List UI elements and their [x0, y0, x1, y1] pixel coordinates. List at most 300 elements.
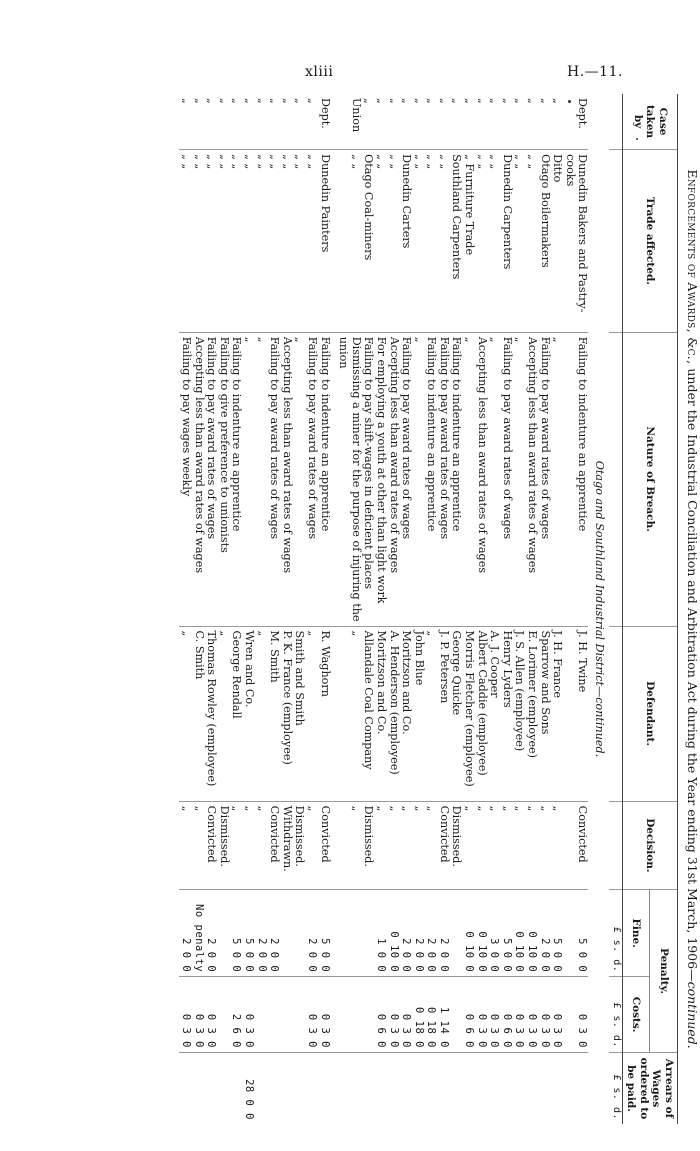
cell-fine: 2 0 0	[400, 890, 413, 977]
cell-case-taken-by: „	[180, 98, 194, 104]
cell-defendant: „	[217, 626, 230, 801]
table-row	[337, 94, 350, 1124]
cell-defendant: Wren and Co.	[242, 626, 255, 801]
cell-decision: Withdrawn.	[280, 801, 293, 889]
cell-arrears	[500, 1052, 513, 1124]
cell-costs	[255, 977, 268, 1053]
table-row	[563, 94, 576, 1124]
cell-decision: „	[500, 801, 513, 889]
cell-fine: 0 10 0	[525, 890, 538, 977]
cell-costs	[293, 977, 306, 1053]
cell-costs: 0 18 0	[425, 977, 438, 1053]
cell-nature-of-breach: Accepting less than award rates of wages	[280, 332, 293, 626]
page-number: xliii	[305, 64, 334, 80]
cell-arrears	[230, 1052, 243, 1124]
cell-case-taken-by: „	[255, 98, 269, 104]
cell-trade-affected: „ „	[513, 150, 526, 333]
cell-costs: 0 6 0	[463, 977, 476, 1053]
cell-fine: 2 0 0	[255, 890, 268, 977]
cell-decision: „	[538, 801, 551, 889]
table-row	[217, 94, 230, 1124]
cell-decision: „	[551, 801, 564, 889]
cell-arrears	[280, 1052, 293, 1124]
cell-fine: 5 0 0	[242, 890, 255, 977]
cell-trade-affected: „ „	[488, 150, 501, 333]
cell-costs: 0 3 0	[205, 977, 218, 1053]
cell-decision: „	[255, 801, 268, 889]
cell-case-taken-by: „	[217, 98, 231, 104]
cell-trade-affected: „ „	[387, 150, 400, 333]
table-body	[179, 94, 622, 1124]
cell-decision: „	[305, 801, 318, 889]
cell-fine: 2 0 0	[538, 890, 551, 977]
cell-decision: Dismissed.	[450, 801, 463, 889]
cell-fine: 2 0 0	[205, 890, 218, 977]
cell-case-taken-by: „	[192, 98, 206, 104]
cell-decision: „	[513, 801, 526, 889]
cell-nature-of-breach: Failing to pay wages weekly	[179, 332, 192, 626]
cell-case-taken-by: „	[268, 98, 282, 104]
cell-defendant	[337, 626, 350, 801]
cell-defendant: „	[255, 626, 268, 801]
cell-trade-affected	[337, 150, 350, 333]
table-row	[255, 94, 268, 1124]
cell-trade-affected: „ Furniture Trade	[463, 150, 476, 333]
cell-arrears	[217, 1052, 230, 1124]
cell-case-taken-by: „	[551, 98, 565, 104]
cell-trade-affected: „ „	[425, 150, 438, 333]
cell-case-taken-by	[563, 94, 576, 150]
cell-nature-of-breach: Failing to indenture an apprentice	[230, 332, 243, 626]
table-row	[551, 94, 564, 1124]
cell-defendant: Albert Caddie (employee)	[475, 626, 488, 801]
cell-nature-of-breach: „	[551, 332, 564, 626]
table-row	[425, 94, 438, 1124]
cell-case-taken-by: „	[230, 98, 244, 104]
cell-arrears	[437, 1052, 450, 1124]
cell-fine	[337, 890, 350, 977]
district-heading	[588, 94, 609, 1124]
cell-costs	[268, 977, 281, 1053]
cell-costs	[563, 977, 576, 1053]
arrears-units: £ s. d.	[609, 1052, 622, 1124]
table-row	[488, 94, 501, 1124]
cell-nature-of-breach: „	[513, 332, 526, 626]
cell-fine: 0 10 0	[475, 890, 488, 977]
cell-arrears	[551, 1052, 564, 1124]
cell-case-taken-by: Dept.	[318, 98, 332, 129]
cell-decision: Convicted	[205, 801, 218, 889]
cell-costs: 0 3 0	[488, 977, 501, 1053]
cell-trade-affected: „ „	[349, 150, 362, 333]
cell-defendant	[563, 626, 576, 801]
cell-fine: 5 0 0	[318, 890, 331, 977]
table-row	[412, 94, 425, 1124]
cell-trade-affected: „ „	[205, 150, 218, 333]
cell-defendant: J. H. Twine	[576, 626, 589, 801]
cell-nature-of-breach: „	[293, 332, 306, 626]
title-rest: under the Industrial Conciliation and Arbitration Act during the Year ending 31st March, 1906—	[685, 368, 700, 982]
cell-costs: 2 6 0	[230, 977, 243, 1053]
cell-defendant: George Rendall	[230, 626, 243, 801]
cell-trade-affected: „ „	[179, 150, 192, 333]
cell-nature-of-breach: Accepting less than award rates of wages	[192, 332, 205, 626]
cell-fine: 2 0 0	[305, 890, 318, 977]
cell-case-taken-by: „	[243, 98, 256, 104]
cell-costs: 0 3 0	[179, 977, 192, 1053]
cell-decision: „	[192, 801, 205, 889]
cell-trade-affected: cooks	[563, 150, 576, 333]
cell-trade-affected: „ „	[525, 150, 538, 333]
table-row	[268, 94, 281, 1124]
cell-fine	[362, 890, 375, 977]
cell-nature-of-breach: „	[242, 332, 255, 626]
cell-costs: 0 3 0	[525, 977, 538, 1053]
cell-arrears	[387, 1052, 400, 1124]
cell-decision: „	[412, 801, 425, 889]
cell-costs: 0 3 0	[538, 977, 551, 1053]
cell-defendant: A. Henderson (employee)	[387, 626, 400, 801]
cell-fine: 2 0 0	[425, 890, 438, 977]
cell-arrears	[318, 1052, 331, 1124]
cell-case-taken-by: „	[488, 98, 502, 104]
cell-costs: 0 3 0	[318, 977, 331, 1053]
table-row	[205, 94, 218, 1124]
cell-costs: 0 3 0	[192, 977, 205, 1053]
cell-fine: 3 0 0	[488, 890, 501, 977]
cell-trade-affected: Otago Coal-miners	[362, 150, 375, 333]
cell-arrears	[576, 1052, 589, 1124]
cell-case-taken-by: „	[412, 98, 426, 104]
cell-trade-affected: „ „	[217, 150, 230, 333]
cell-arrears	[192, 1052, 205, 1124]
cell-costs	[349, 977, 362, 1053]
cell-decision: Convicted	[318, 801, 331, 889]
cell-fine: 5 0 0	[500, 890, 513, 977]
cell-fine: 2 0 0	[179, 890, 192, 977]
cell-arrears	[268, 1052, 281, 1124]
cell-defendant: J. P. Petersen	[437, 626, 450, 801]
cell-decision: „	[230, 801, 243, 889]
cell-defendant: Morris Fletcher (employee)	[463, 626, 476, 801]
table-row	[513, 94, 526, 1124]
table-row	[349, 94, 362, 1124]
cell-defendant: R. Waghorn	[318, 626, 331, 801]
cell-defendant: Sparrow and Sons	[538, 626, 551, 801]
table-row	[280, 94, 293, 1124]
title-continued: continued.	[685, 981, 700, 1049]
col-costs: Costs.	[622, 977, 650, 1053]
cell-fine	[349, 890, 362, 977]
cell-costs: 0 3 0	[513, 977, 526, 1053]
cell-nature-of-breach: Failing to pay award rates of wages	[268, 332, 281, 626]
table-row	[400, 94, 413, 1124]
rotated-table-page	[82, 94, 700, 1124]
cell-nature-of-breach: Failing to pay award rates of wages	[538, 332, 551, 626]
cell-arrears	[362, 1052, 375, 1124]
cell-case-taken-by: „	[526, 98, 540, 104]
cell-nature-of-breach: Failing to give preference to unionists	[217, 332, 230, 626]
cell-decision: „	[525, 801, 538, 889]
cell-trade-affected: Otago Boilermakers	[538, 150, 551, 333]
cell-decision	[563, 801, 576, 889]
cell-trade-affected: „ „	[230, 150, 243, 333]
cell-trade-affected: Dunedin Carters	[400, 150, 413, 333]
cell-case-taken-by: „	[450, 98, 464, 104]
cell-fine	[293, 890, 306, 977]
district-name: Otago and Southland Industrial District	[593, 460, 607, 687]
table-row	[500, 94, 513, 1124]
cell-trade-affected: „ „	[268, 150, 281, 333]
table-row	[463, 94, 476, 1124]
cell-costs: 1 14 0	[437, 977, 450, 1053]
cell-decision: „	[242, 801, 255, 889]
cell-trade-affected: „ „	[280, 150, 293, 333]
cell-defendant: C. Smith	[192, 626, 205, 801]
cell-arrears	[450, 1052, 463, 1124]
cell-defendant: M. Smith	[268, 626, 281, 801]
cell-arrears	[488, 1052, 501, 1124]
cell-costs: 0 3 0	[475, 977, 488, 1053]
table-title	[685, 94, 700, 1124]
cell-costs: 0 3 0	[242, 977, 255, 1053]
cell-case-taken-by: „	[475, 98, 489, 104]
cell-defendant: Moritzson and Co.	[400, 626, 413, 801]
cell-trade-affected: Dunedin Bakers and Pastry-	[576, 150, 589, 333]
cell-arrears	[513, 1052, 526, 1124]
cell-arrears	[563, 1052, 576, 1124]
cell-case-taken-by: „	[538, 98, 552, 104]
cell-defendant: E. Lorimer (employee)	[525, 626, 538, 801]
cell-arrears	[374, 1052, 387, 1124]
cell-decision: „	[179, 801, 192, 889]
cell-trade-affected: „ „	[242, 150, 255, 333]
table-row	[179, 94, 192, 1124]
table-row	[305, 94, 318, 1124]
cell-nature-of-breach: Failing to pay award rates of wages	[305, 332, 318, 626]
cell-decision: „	[387, 801, 400, 889]
cell-fine: 0 10 0	[387, 890, 400, 977]
cell-case-taken-by: „	[513, 98, 527, 104]
cell-trade-affected: „ „	[293, 150, 306, 333]
cell-costs: 0 18 0	[412, 977, 425, 1053]
cell-decision: Convicted	[576, 801, 589, 889]
cell-case-taken-by: „	[305, 98, 319, 104]
table-row	[374, 94, 387, 1124]
district-suffix: —continued.	[593, 686, 607, 758]
cell-decision: „	[463, 801, 476, 889]
cell-case-taken-by: „	[425, 98, 439, 104]
cell-fine: 0 10 0	[513, 890, 526, 977]
cell-arrears	[337, 1052, 350, 1124]
cell-nature-of-breach: Accepting less than award rates of wages	[387, 332, 400, 626]
cell-arrears	[538, 1052, 551, 1124]
col-defendant: Defendant.	[622, 626, 677, 801]
cell-nature-of-breach: „	[488, 332, 501, 626]
cell-nature-of-breach: Failing to indenture an apprentice	[450, 332, 463, 626]
cell-defendant: J. H. France	[551, 626, 564, 801]
cell-nature-of-breach: Failing to pay award rates of wages	[437, 332, 450, 626]
fine-units: £ s. d.	[609, 890, 622, 977]
col-decision: Decision.	[622, 801, 677, 889]
cell-arrears: 28 0 0	[242, 1052, 255, 1124]
col-fine: Fine.	[622, 890, 650, 977]
cell-fine: 2 0 0	[412, 890, 425, 977]
col-arrears: Arrears of Wages ordered to be paid.	[622, 1052, 677, 1124]
cell-trade-affected: Dunedin Painters	[318, 150, 331, 333]
cell-costs	[280, 977, 293, 1053]
cell-costs	[337, 977, 350, 1053]
cell-nature-of-breach: union	[337, 332, 350, 626]
cell-arrears	[425, 1052, 438, 1124]
cell-arrears	[475, 1052, 488, 1124]
units-row	[609, 94, 622, 1124]
cell-decision: „	[425, 801, 438, 889]
cell-fine: 2 0 0	[437, 890, 450, 977]
cell-fine	[450, 890, 463, 977]
cell-arrears	[525, 1052, 538, 1124]
cell-fine	[563, 890, 576, 977]
cell-defendant: J. S. Allen (employee)	[513, 626, 526, 801]
cell-decision	[337, 801, 350, 889]
cell-decision: „	[349, 801, 362, 889]
cell-arrears	[205, 1052, 218, 1124]
cell-decision: Dismissed.	[217, 801, 230, 889]
cell-decision: „	[488, 801, 501, 889]
cell-nature-of-breach: Failing to pay award rates of wages	[500, 332, 513, 626]
document-code: H.—11.	[567, 64, 623, 80]
cell-trade-affected: „ „	[412, 150, 425, 333]
table-row	[538, 94, 551, 1124]
cell-case-taken-by: Dept.	[576, 98, 590, 129]
title-small-caps: Enforcements of Awards, &c.,	[685, 169, 700, 365]
cell-nature-of-breach: Failing to pay shift-wages in deficient places	[362, 332, 375, 626]
cell-defendant: P. K. France (employee)	[280, 626, 293, 801]
cell-decision: Dismissed.	[362, 801, 375, 889]
cell-decision: „	[374, 801, 387, 889]
cell-nature-of-breach: „	[463, 332, 476, 626]
table-row	[192, 94, 205, 1124]
cell-costs: 0 3 0	[305, 977, 318, 1053]
cell-defendant: „	[179, 626, 192, 801]
cell-case-taken-by: „	[400, 98, 414, 104]
table-row	[293, 94, 306, 1124]
cell-defendant: „	[425, 626, 438, 801]
cell-costs: 0 3 0	[551, 977, 564, 1053]
table-row	[475, 94, 488, 1124]
cell-trade-affected: „ „	[255, 150, 268, 333]
table-row	[437, 94, 450, 1124]
cell-case-taken-by	[337, 94, 350, 150]
cell-defendant: A. J. Cooper	[488, 626, 501, 801]
cell-trade-affected: Dunedin Carpenters	[500, 150, 513, 333]
cell-nature-of-breach: „	[255, 332, 268, 626]
cell-costs: 0 3 0	[576, 977, 589, 1053]
cell-nature-of-breach: For employing a youth at other than light work	[374, 332, 387, 626]
col-penalty: Penalty.	[650, 890, 678, 1053]
cell-arrears	[463, 1052, 476, 1124]
table-row	[576, 94, 589, 1124]
cell-defendant: John Blue	[412, 626, 425, 801]
cell-costs: 0 6 0	[500, 977, 513, 1053]
cell-arrears	[255, 1052, 268, 1124]
cell-nature-of-breach: Failing to pay award rates of wages	[205, 332, 218, 626]
cell-nature-of-breach: Accepting less than award rates of wages	[475, 332, 488, 626]
cell-trade-affected: „ „	[475, 150, 488, 333]
cell-case-taken-by: „	[437, 98, 451, 104]
cell-arrears	[293, 1052, 306, 1124]
cell-nature-of-breach: „	[412, 332, 425, 626]
cell-case-taken-by: Union	[349, 98, 363, 133]
cell-fine: No penalty	[192, 890, 205, 977]
cell-decision: Convicted	[437, 801, 450, 889]
cell-fine: 2 0 0	[268, 890, 281, 977]
cell-fine: 1 0 0	[374, 890, 387, 977]
cell-arrears	[349, 1052, 362, 1124]
cell-trade-affected: „ „	[437, 150, 450, 333]
cell-trade-affected: Ditto	[551, 150, 564, 333]
cell-defendant: George Quicke	[450, 626, 463, 801]
col-trade-affected: Trade affected.	[622, 150, 677, 333]
cell-trade-affected: „ „	[374, 150, 387, 333]
cell-costs	[362, 977, 375, 1053]
cell-nature-of-breach	[563, 332, 576, 626]
cell-decision: Dismissed.	[293, 801, 306, 889]
cell-fine	[217, 890, 230, 977]
cell-arrears	[305, 1052, 318, 1124]
table-row	[242, 94, 255, 1124]
cell-defendant: Henry Lyders	[500, 626, 513, 801]
cell-trade-affected: „ „	[192, 150, 205, 333]
cell-nature-of-breach: Dismissing a miner for the purpose of injuring the	[349, 332, 362, 626]
cell-nature-of-breach: Accepting less than award rates of wages	[525, 332, 538, 626]
cell-arrears	[179, 1052, 192, 1124]
cell-defendant: Thomas Rowley (employee)	[205, 626, 218, 801]
cell-defendant: Smith and Smith	[293, 626, 306, 801]
cell-decision: „	[400, 801, 413, 889]
cell-decision: „	[475, 801, 488, 889]
cell-fine: 5 0 0	[551, 890, 564, 977]
cell-case-taken-by: „	[205, 98, 219, 104]
cell-case-taken-by: „	[362, 98, 376, 104]
cell-fine: 0 10 0	[463, 890, 476, 977]
cell-nature-of-breach: Failing to indenture an apprentice	[425, 332, 438, 626]
cell-case-taken-by: „	[387, 98, 401, 104]
cell-case-taken-by: „	[280, 98, 294, 104]
cell-costs: 0 6 0	[374, 977, 387, 1053]
cell-fine: 5 0 0	[230, 890, 243, 977]
cell-case-taken-by: „	[500, 98, 514, 104]
cell-defendant: „	[305, 626, 318, 801]
table-row	[230, 94, 243, 1124]
col-case-taken-by: Case taken by	[622, 94, 677, 150]
cell-fine: 5 0 0	[576, 890, 589, 977]
cell-nature-of-breach: Failing to pay award rates of wages	[400, 332, 413, 626]
cell-trade-affected: Southland Carpenters	[450, 150, 463, 333]
cell-defendant: Allandale Coal Company	[362, 626, 375, 801]
cell-case-taken-by: „	[293, 98, 307, 104]
cell-case-taken-by: „	[374, 98, 388, 104]
table-row	[387, 94, 400, 1124]
col-nature-of-breach: Nature of Breach.	[622, 332, 677, 626]
cell-arrears	[412, 1052, 425, 1124]
cell-costs	[217, 977, 230, 1053]
cell-costs: 0 3 0	[400, 977, 413, 1053]
cell-nature-of-breach: Failing to indenture an apprentice	[576, 332, 589, 626]
table-row	[525, 94, 538, 1124]
district-row	[588, 94, 609, 1124]
costs-units: £ s. d.	[609, 977, 622, 1053]
